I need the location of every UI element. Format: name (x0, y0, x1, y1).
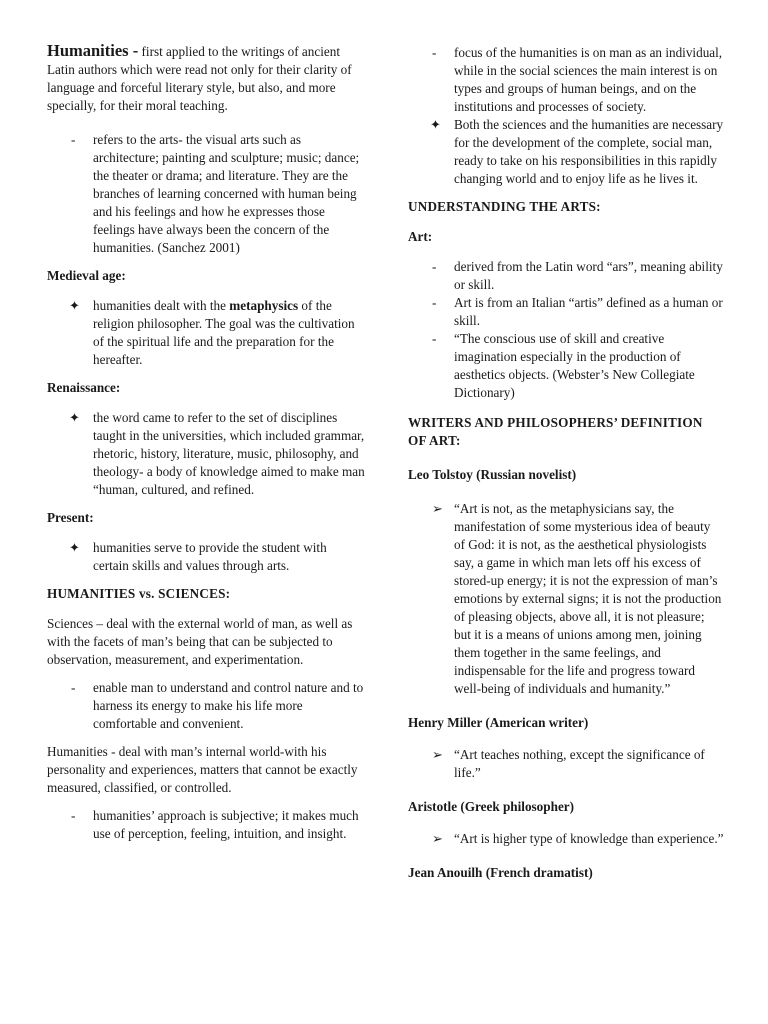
list-item (408, 116, 724, 188)
medieval-heading: Medieval age: (47, 268, 126, 283)
dash-marker: - (432, 45, 437, 60)
arrow-bullet-icon: ➢ (432, 831, 443, 846)
humanities-term: Humanities - (47, 41, 139, 60)
focus-dash-text: focus of the humanities is on man as an individual, while in the social sciences the main interest is on types and groups of human beings, and on the institutions and processes of society. (454, 45, 723, 114)
humanities-definition (47, 42, 365, 115)
star-bullet-icon: ✦ (69, 298, 80, 313)
anouilh-heading: Jean Anouilh (French dramatist) (408, 865, 593, 880)
present-heading: Present: (47, 510, 94, 525)
arrow-bullet-icon: ➢ (432, 501, 443, 516)
humanities-paragraph: Humanities - deal with man’s internal world-with his personality and experiences, matters that cannot be exactly measured, classified, or controlled. (47, 744, 358, 795)
right-column (408, 44, 724, 894)
list-item (47, 539, 365, 575)
list-item (47, 131, 365, 257)
list-item (408, 330, 724, 402)
star-bullet-icon: ✦ (69, 410, 80, 425)
medieval-item-text (93, 297, 365, 369)
humanities-dash-text: humanities’ approach is subjective; it makes much use of perception, feeling, intuition, and insight. (93, 808, 359, 841)
dash-marker: - (71, 132, 76, 147)
aristotle-quote: “Art is higher type of knowledge than experience.” (454, 831, 724, 846)
list-item (47, 297, 365, 369)
miller-quote: “Art teaches nothing, except the significance of life.” (454, 747, 705, 780)
understanding-arts-heading: UNDERSTANDING THE ARTS: (408, 199, 601, 214)
list-item (408, 258, 724, 294)
humanities-definition-text: first applied to the writings of ancient Latin authors which were read not only for their clarity of language and forceful literary style, but also, and more specially, for their moral teaching. (47, 44, 352, 113)
art-definition-text: Art is from an Italian “artis” defined as a human or skill. (454, 295, 723, 328)
art-heading: Art: (408, 229, 433, 244)
medieval-text-post: of the religion philosopher. The goal was the cultivation of the spiritual life and the preparation for the hereafter. (93, 298, 355, 367)
arrow-bullet-icon: ➢ (432, 747, 443, 762)
list-item (47, 807, 365, 843)
medieval-text-pre: humanities dealt with the (93, 298, 230, 313)
aristotle-heading: Aristotle (Greek philosopher) (408, 799, 575, 814)
sciences-paragraph: Sciences – deal with the external world of man, as well as with the facets of man’s being that can be subjected to observation, measurement, and experimentation. (47, 616, 353, 667)
art-definition-text: derived from the Latin word “ars”, meaning ability or skill. (454, 259, 723, 292)
dash-marker: - (71, 808, 76, 823)
sciences-dash-text: enable man to understand and control nature and to harness its energy to make his life more comfortable and convenient. (93, 680, 364, 731)
art-definition-text: “The conscious use of skill and creative imagination especially in the production of aesthetics objects. (Webster’s New Collegiate Dictionary) (454, 331, 695, 400)
dash-marker: - (432, 331, 437, 346)
list-item (408, 746, 724, 782)
humanities-vs-sciences-heading: HUMANITIES vs. SCIENCES: (47, 586, 231, 601)
list-item (47, 409, 365, 499)
star-bullet-icon: ✦ (69, 540, 80, 555)
list-item (408, 44, 724, 116)
writers-philosophers-heading: WRITERS AND PHILOSOPHERS’ DEFINITION OF ART: (408, 415, 703, 448)
dash-marker: - (71, 680, 76, 695)
tolstoy-quote: “Art is not, as the metaphysicians say, the manifestation of some mysterious idea of beauty of God: it is not, as the aesthetical physiologists say, a game in which man lets off his excess of stored-up energy; it is not the expression of man’s emotions by external signs; it is not the production of pleasing objects, above all, it is not pleasure; but it is a means of unions among men, joining them together in the same feelings, and indispensable for the life and progress toward well-being of individuals and humanity.” (454, 501, 722, 696)
renaissance-item-text: the word came to refer to the set of disciplines taught in the universities, which included grammar, rhetoric, history, literature, music, philosophy, and theology- a body of knowledge aimed to make man “human, cultured, and refined. (93, 410, 365, 497)
metaphysics-bold: metaphysics (229, 298, 299, 313)
star-bullet-icon: ✦ (430, 117, 441, 132)
intro-dash-text: refers to the arts- the visual arts such as architecture; painting and sculpture; music; dance; the theater or drama; and literature. They are the branches of learning concerned with human being and his feelings and how he expresses those feelings have always been the concern of the humanities. (Sanchez 2001) (93, 132, 360, 255)
list-item (408, 500, 724, 698)
present-item-text: humanities serve to provide the student with certain skills and values through arts. (93, 540, 327, 573)
dash-marker: - (432, 295, 437, 310)
miller-heading: Henry Miller (American writer) (408, 715, 589, 730)
list-item (408, 294, 724, 330)
dash-marker: - (432, 259, 437, 274)
left-column (47, 42, 365, 853)
tolstoy-heading: Leo Tolstoy (Russian novelist) (408, 467, 577, 482)
both-star-text: Both the sciences and the humanities are necessary for the development of the complete, social man, ready to take on his responsibilities in this rapidly changing world and to enjoy life as he lives it. (454, 117, 724, 186)
list-item (408, 830, 724, 848)
renaissance-heading: Renaissance: (47, 380, 121, 395)
list-item (47, 679, 365, 733)
art-definitions-list (408, 258, 724, 402)
